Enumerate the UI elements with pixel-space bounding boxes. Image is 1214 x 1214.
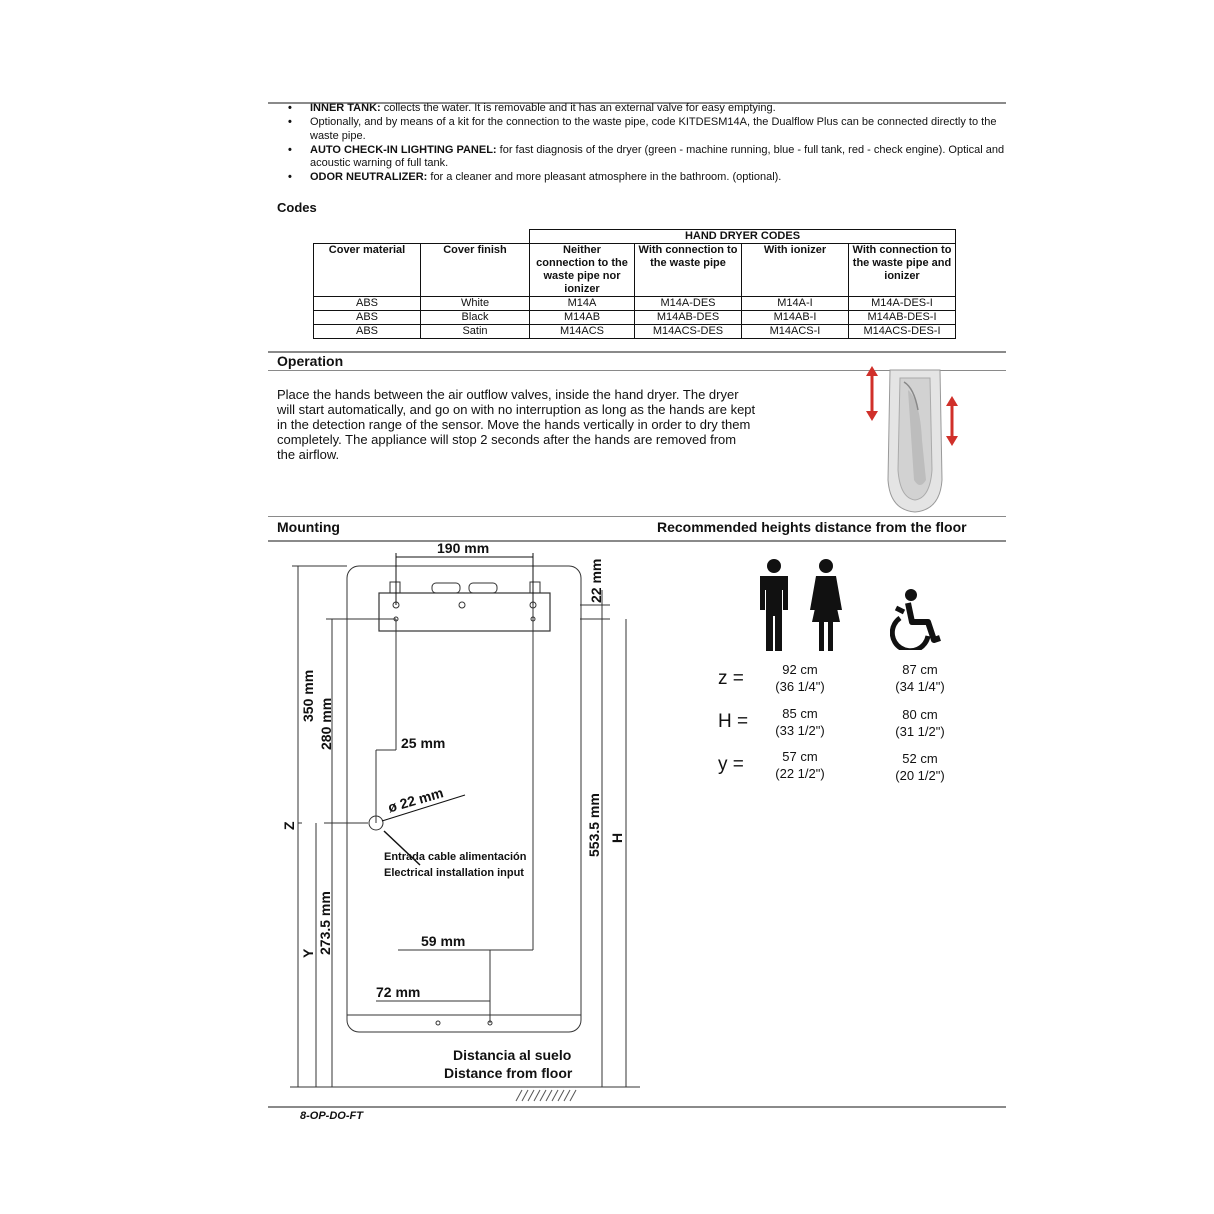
z-wc-in: (34 1/4") xyxy=(895,679,945,694)
list-item: • AUTO CHECK-IN LIGHTING PANEL: for fast diagnosis of the dryer (green - machine running, blue - full tank, red - check engine). Optical and acoustic warning of full tank. xyxy=(288,143,1005,169)
table-col-header: With connection to the waste pipe xyxy=(635,244,742,297)
mounting-rule-bottom xyxy=(268,540,1006,542)
table-cell: M14ACS-DES xyxy=(635,325,742,339)
table-cell: M14AB-I xyxy=(742,311,849,325)
man-icon xyxy=(756,558,792,653)
table-col-header: With ionizer xyxy=(742,244,849,297)
h-adult-cm: 85 cm xyxy=(782,706,818,721)
table-cell: Satin xyxy=(421,325,530,339)
footer-code: 8-OP-DO-FT xyxy=(300,1110,363,1122)
table-cell: M14ACS xyxy=(530,325,635,339)
z-wc-cm: 87 cm xyxy=(902,662,938,677)
operation-rule xyxy=(268,351,1006,353)
wheelchair-icon xyxy=(890,588,952,650)
feature-list xyxy=(288,102,1008,185)
hand-dryer-illustration xyxy=(860,360,970,520)
heights-heading: Recommended heights distance from the floor xyxy=(657,519,967,535)
floor-label-en: Distance from floor xyxy=(444,1065,573,1081)
table-col-header: Neither connection to the waste pipe nor ionizer xyxy=(530,244,635,297)
footer-rule xyxy=(268,1106,1006,1108)
table-cell: M14A xyxy=(530,297,635,311)
dim-y: Y xyxy=(300,948,316,958)
dim-553: 553.5 mm xyxy=(586,793,602,857)
table-cell: M14A-DES xyxy=(635,297,742,311)
table-cell: M14AB-DES-I xyxy=(849,311,956,325)
floor-label-es: Distancia al suelo xyxy=(453,1047,572,1063)
codes-heading: Codes xyxy=(277,200,317,215)
dim-z: Z xyxy=(281,821,297,830)
z-adult-cm: 92 cm xyxy=(782,662,818,677)
row-label-z: z = xyxy=(718,668,744,689)
h-wc-in: (31 1/2") xyxy=(895,724,945,739)
dim-72: 72 mm xyxy=(376,984,421,1000)
table-cell: ABS xyxy=(314,325,421,339)
z-adult-in: (36 1/4") xyxy=(775,679,825,694)
mounting-heading: Mounting xyxy=(277,519,340,535)
codes-table xyxy=(313,229,956,339)
h-wc-cm: 80 cm xyxy=(902,707,938,722)
h-adult-in: (33 1/2") xyxy=(775,723,825,738)
table-cell: M14A-DES-I xyxy=(849,297,956,311)
operation-heading: Operation xyxy=(277,353,344,369)
table-row xyxy=(314,297,956,311)
dim-59: 59 mm xyxy=(421,933,466,949)
cable-label-en: Electrical installation input xyxy=(384,867,524,879)
list-item: • INNER TANK: collects the water. It is removable and it has an external valve for easy emptying. xyxy=(288,102,776,114)
y-wc-cm: 52 cm xyxy=(902,751,938,766)
table-cell: M14A-I xyxy=(742,297,849,311)
dim-273: 273.5 mm xyxy=(317,891,333,955)
table-col-header: With connection to the waste pipe and ionizer xyxy=(849,244,956,297)
table-cell: M14ACS-DES-I xyxy=(849,325,956,339)
table-col-header: Cover finish xyxy=(421,244,530,297)
row-label-h: H = xyxy=(718,711,749,732)
table-col-header: Cover material xyxy=(314,244,421,297)
table-row xyxy=(314,311,956,325)
dim-280: 280 mm xyxy=(318,697,334,750)
y-adult-cm: 57 cm xyxy=(782,749,818,764)
table-cell: White xyxy=(421,297,530,311)
list-item: • ODOR NEUTRALIZER: for a cleaner and more pleasant atmosphere in the bathroom. (optional). xyxy=(288,171,782,183)
woman-icon xyxy=(808,558,844,653)
table-cell: ABS xyxy=(314,311,421,325)
table-group-header: HAND DRYER CODES xyxy=(530,230,956,244)
row-label-y: y = xyxy=(718,754,744,775)
table-row xyxy=(314,325,956,339)
table-cell: M14AB xyxy=(530,311,635,325)
dim-22: 22 mm xyxy=(588,558,604,603)
cable-label-es: Entrada cable alimentación xyxy=(384,851,527,863)
table-cell: ABS xyxy=(314,297,421,311)
dim-190: 190 mm xyxy=(437,540,490,556)
mounting-rule xyxy=(268,516,1006,517)
y-wc-in: (20 1/2") xyxy=(895,768,945,783)
dim-h: H xyxy=(609,832,625,843)
dim-25: 25 mm xyxy=(401,735,446,751)
list-item: • Optionally, and by means of a kit for the connection to the waste pipe, code KITDESM14A, the Dualflow Plus can be connected directly to the waste pipe. xyxy=(288,116,997,142)
table-cell: M14ACS-I xyxy=(742,325,849,339)
dim-diameter: ø 22 mm xyxy=(386,784,446,816)
table-cell: Black xyxy=(421,311,530,325)
operation-text: Place the hands between the air outflow valves, inside the hand dryer. The dryer will start automatically, and go on with no interruption as long as the hands are kept in the detection range of the sensor. Move the hands vertically in order to dry them completely. The appliance will stop 2 seconds after the hands are removed from the airflow. xyxy=(277,387,756,462)
y-adult-in: (22 1/2") xyxy=(775,766,825,781)
table-cell: M14AB-DES xyxy=(635,311,742,325)
dim-350: 350 mm xyxy=(300,669,316,722)
